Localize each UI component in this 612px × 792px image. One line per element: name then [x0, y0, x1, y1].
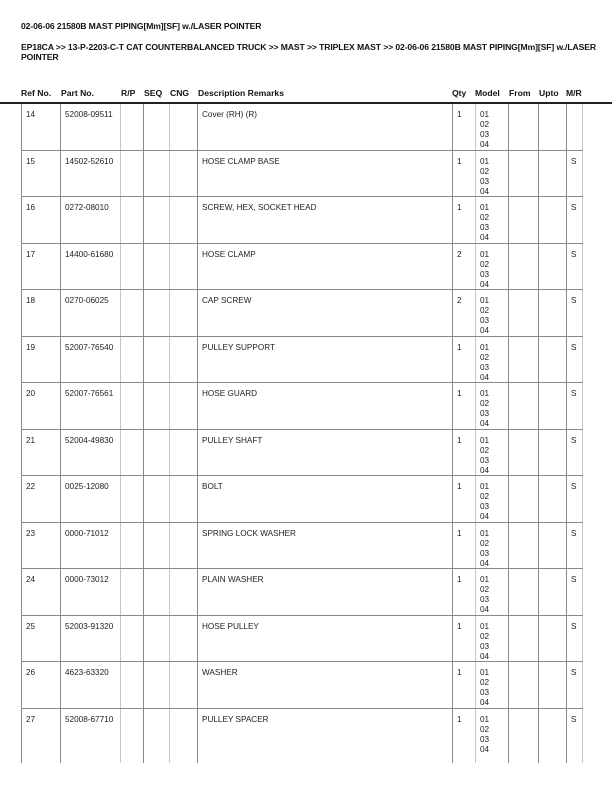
model-cell: [475, 709, 508, 763]
model-code: 03: [480, 223, 490, 232]
table-row: [21, 523, 583, 570]
rp-cell: [120, 290, 143, 336]
upto-cell: [538, 104, 566, 150]
part-no-cell: 52008-67710: [60, 709, 120, 763]
model-code: 03: [480, 316, 490, 325]
seq-cell: [143, 709, 169, 763]
rp-cell: [120, 383, 143, 429]
from-cell: [508, 151, 538, 197]
model-code: 03: [480, 362, 490, 372]
description-cell: HOSE CLAMP BASE: [197, 151, 452, 197]
model-code: 01: [480, 249, 490, 259]
model-cell: [475, 383, 508, 429]
model-code: 02: [480, 631, 490, 641]
mr-cell: S: [566, 244, 583, 290]
model-code: 01: [480, 435, 490, 445]
header-upto: Upto: [539, 88, 559, 98]
model-code: 02: [480, 538, 490, 548]
cng-cell: [169, 569, 197, 615]
table-row: [21, 569, 583, 616]
rp-cell: [120, 709, 143, 763]
model-code: 02: [480, 492, 490, 501]
qty-cell: 1: [452, 104, 475, 150]
cng-cell: [169, 290, 197, 336]
seq-cell: [143, 476, 169, 522]
model-code: 01: [480, 296, 490, 305]
model-code: 04: [480, 233, 490, 242]
model-code: 01: [480, 528, 490, 538]
model-code: 01: [480, 389, 490, 398]
model-code: 02: [480, 306, 490, 315]
model-cell: [475, 662, 508, 708]
model-cell: [475, 523, 508, 569]
qty-cell: 1: [452, 709, 475, 763]
description-cell: PULLEY SHAFT: [197, 430, 452, 476]
mr-cell: S: [566, 197, 583, 243]
mr-cell: S: [566, 383, 583, 429]
upto-cell: [538, 197, 566, 243]
breadcrumb: EP18CA >> 13-P-2203-C-T CAT COUNTERBALANCED TRUCK >> MAST >> TRIPLEX MAST >> 02-06-06 21580B MAST PIPING[Mm][SF] w./LASER POINTER: [21, 42, 596, 62]
header-cng: CNG: [170, 88, 190, 98]
model-code: 02: [480, 399, 490, 408]
description-cell: HOSE CLAMP: [197, 244, 452, 290]
model-code: 02: [480, 213, 490, 222]
table-row: [21, 244, 583, 291]
header-part-no: Part No.: [61, 88, 94, 98]
model-code: 04: [480, 465, 490, 475]
qty-cell: 2: [452, 244, 475, 290]
seq-cell: [143, 523, 169, 569]
seq-cell: [143, 569, 169, 615]
table-header: [0, 88, 612, 100]
part-no-cell: 0270-06025: [60, 290, 120, 336]
table-row: [21, 337, 583, 384]
cng-cell: [169, 709, 197, 763]
model-code: 03: [480, 548, 490, 558]
rp-cell: [120, 476, 143, 522]
header-mr: M/R: [566, 88, 582, 98]
cng-cell: [169, 430, 197, 476]
seq-cell: [143, 151, 169, 197]
part-no-cell: 0000-73012: [60, 569, 120, 615]
part-no-cell: 14400-61680: [60, 244, 120, 290]
model-code: 03: [480, 176, 490, 186]
model-code: 01: [480, 668, 490, 677]
mr-cell: S: [566, 337, 583, 383]
description-cell: Cover (RH) (R): [197, 104, 452, 150]
mr-cell: S: [566, 151, 583, 197]
model-cell: [475, 476, 508, 522]
part-no-cell: 52007-76561: [60, 383, 120, 429]
model-cell: [475, 104, 508, 150]
ref-no-cell: 27: [21, 709, 60, 763]
model-code: 01: [480, 482, 490, 491]
from-cell: [508, 430, 538, 476]
upto-cell: [538, 569, 566, 615]
upto-cell: [538, 523, 566, 569]
page-title: 02-06-06 21580B MAST PIPING[Mm][SF] w./LASER POINTER: [21, 21, 262, 31]
model-code: 02: [480, 724, 490, 734]
model-code: 04: [480, 605, 490, 614]
ref-no-cell: 16: [21, 197, 60, 243]
model-code: 04: [480, 512, 490, 521]
part-no-cell: 14502-52610: [60, 151, 120, 197]
rp-cell: [120, 569, 143, 615]
model-code: 03: [480, 130, 490, 139]
header-description: Description Remarks: [198, 88, 284, 98]
header-model: Model: [475, 88, 500, 98]
model-code: 03: [480, 269, 490, 279]
table-row: [21, 290, 583, 337]
mr-cell: S: [566, 290, 583, 336]
model-code: 01: [480, 110, 490, 119]
cng-cell: [169, 337, 197, 383]
part-no-cell: 0000-71012: [60, 523, 120, 569]
model-code: 01: [480, 575, 490, 584]
qty-cell: 1: [452, 383, 475, 429]
model-code: 02: [480, 120, 490, 129]
upto-cell: [538, 709, 566, 763]
part-no-cell: 4623-63320: [60, 662, 120, 708]
ref-no-cell: 18: [21, 290, 60, 336]
upto-cell: [538, 476, 566, 522]
seq-cell: [143, 662, 169, 708]
table-row: [21, 151, 583, 198]
rp-cell: [120, 616, 143, 662]
ref-no-cell: 25: [21, 616, 60, 662]
ref-no-cell: 19: [21, 337, 60, 383]
model-code: 01: [480, 203, 490, 212]
part-no-cell: 52007-76540: [60, 337, 120, 383]
model-code: 03: [480, 688, 490, 697]
header-from: From: [509, 88, 531, 98]
from-cell: [508, 290, 538, 336]
upto-cell: [538, 151, 566, 197]
rp-cell: [120, 104, 143, 150]
description-cell: PULLEY SPACER: [197, 709, 452, 763]
part-no-cell: 52003-91320: [60, 616, 120, 662]
rp-cell: [120, 197, 143, 243]
ref-no-cell: 22: [21, 476, 60, 522]
qty-cell: 1: [452, 337, 475, 383]
upto-cell: [538, 337, 566, 383]
upto-cell: [538, 430, 566, 476]
upto-cell: [538, 290, 566, 336]
model-cell: [475, 290, 508, 336]
mr-cell: [566, 104, 583, 150]
from-cell: [508, 662, 538, 708]
seq-cell: [143, 337, 169, 383]
model-cell: [475, 569, 508, 615]
model-code: 01: [480, 156, 490, 166]
rp-cell: [120, 523, 143, 569]
table-row: [21, 616, 583, 663]
part-no-cell: 52008-09511: [60, 104, 120, 150]
qty-cell: 1: [452, 616, 475, 662]
description-cell: PULLEY SUPPORT: [197, 337, 452, 383]
rp-cell: [120, 337, 143, 383]
ref-no-cell: 21: [21, 430, 60, 476]
table-row: [21, 104, 583, 151]
qty-cell: 1: [452, 197, 475, 243]
from-cell: [508, 476, 538, 522]
description-cell: SPRING LOCK WASHER: [197, 523, 452, 569]
from-cell: [508, 383, 538, 429]
upto-cell: [538, 616, 566, 662]
model-code: 02: [480, 678, 490, 687]
cng-cell: [169, 662, 197, 708]
from-cell: [508, 523, 538, 569]
cng-cell: [169, 104, 197, 150]
description-cell: PLAIN WASHER: [197, 569, 452, 615]
seq-cell: [143, 430, 169, 476]
model-cell: [475, 337, 508, 383]
table-row: [21, 709, 583, 763]
rp-cell: [120, 151, 143, 197]
cng-cell: [169, 244, 197, 290]
model-cell: [475, 197, 508, 243]
cng-cell: [169, 476, 197, 522]
upto-cell: [538, 662, 566, 708]
model-code: 04: [480, 326, 490, 335]
header-qty: Qty: [452, 88, 467, 98]
mr-cell: S: [566, 709, 583, 763]
model-cell: [475, 244, 508, 290]
mr-cell: S: [566, 430, 583, 476]
table-row: [21, 383, 583, 430]
table-row: [21, 476, 583, 523]
model-code: 01: [480, 342, 490, 352]
ref-no-cell: 17: [21, 244, 60, 290]
model-code: 04: [480, 651, 490, 661]
model-code: 04: [480, 744, 490, 754]
from-cell: [508, 197, 538, 243]
ref-no-cell: 20: [21, 383, 60, 429]
model-code: 02: [480, 445, 490, 455]
rp-cell: [120, 662, 143, 708]
mr-cell: S: [566, 476, 583, 522]
model-code: 04: [480, 372, 490, 382]
seq-cell: [143, 104, 169, 150]
from-cell: [508, 104, 538, 150]
model-code: 03: [480, 502, 490, 511]
part-no-cell: 0025-12080: [60, 476, 120, 522]
rp-cell: [120, 244, 143, 290]
mr-cell: S: [566, 569, 583, 615]
cng-cell: [169, 383, 197, 429]
ref-no-cell: 26: [21, 662, 60, 708]
model-code: 03: [480, 641, 490, 651]
seq-cell: [143, 244, 169, 290]
description-cell: SCREW, HEX, SOCKET HEAD: [197, 197, 452, 243]
cng-cell: [169, 197, 197, 243]
model-cell: [475, 616, 508, 662]
mr-cell: S: [566, 662, 583, 708]
model-code: 02: [480, 352, 490, 362]
seq-cell: [143, 616, 169, 662]
cng-cell: [169, 523, 197, 569]
qty-cell: 1: [452, 430, 475, 476]
mr-cell: S: [566, 523, 583, 569]
model-code: 01: [480, 621, 490, 631]
qty-cell: 1: [452, 523, 475, 569]
cng-cell: [169, 151, 197, 197]
table-row: [21, 197, 583, 244]
description-cell: HOSE GUARD: [197, 383, 452, 429]
qty-cell: 1: [452, 569, 475, 615]
ref-no-cell: 15: [21, 151, 60, 197]
mr-cell: S: [566, 616, 583, 662]
from-cell: [508, 569, 538, 615]
header-rp: R/P: [121, 88, 136, 98]
parts-table: [21, 104, 583, 763]
model-code: 03: [480, 455, 490, 465]
table-row: [21, 662, 583, 709]
model-cell: [475, 151, 508, 197]
model-code: 03: [480, 409, 490, 418]
qty-cell: 1: [452, 151, 475, 197]
seq-cell: [143, 197, 169, 243]
model-code: 04: [480, 419, 490, 428]
model-code: 02: [480, 585, 490, 594]
model-code: 03: [480, 734, 490, 744]
qty-cell: 1: [452, 662, 475, 708]
description-cell: CAP SCREW: [197, 290, 452, 336]
model-code: 02: [480, 166, 490, 176]
qty-cell: 2: [452, 290, 475, 336]
rp-cell: [120, 430, 143, 476]
upto-cell: [538, 244, 566, 290]
seq-cell: [143, 383, 169, 429]
model-code: 04: [480, 186, 490, 196]
model-code: 02: [480, 259, 490, 269]
model-code: 01: [480, 714, 490, 724]
part-no-cell: 0272-08010: [60, 197, 120, 243]
description-cell: HOSE PULLEY: [197, 616, 452, 662]
model-code: 04: [480, 558, 490, 568]
ref-no-cell: 14: [21, 104, 60, 150]
model-code: 04: [480, 140, 490, 149]
model-code: 04: [480, 698, 490, 707]
seq-cell: [143, 290, 169, 336]
from-cell: [508, 244, 538, 290]
ref-no-cell: 23: [21, 523, 60, 569]
from-cell: [508, 337, 538, 383]
model-cell: [475, 430, 508, 476]
part-no-cell: 52004-49830: [60, 430, 120, 476]
model-code: 03: [480, 595, 490, 604]
from-cell: [508, 616, 538, 662]
header-ref-no: Ref No.: [21, 88, 52, 98]
model-code: 04: [480, 279, 490, 289]
description-cell: BOLT: [197, 476, 452, 522]
table-row: [21, 430, 583, 477]
upto-cell: [538, 383, 566, 429]
ref-no-cell: 24: [21, 569, 60, 615]
description-cell: WASHER: [197, 662, 452, 708]
header-seq: SEQ: [144, 88, 163, 98]
qty-cell: 1: [452, 476, 475, 522]
from-cell: [508, 709, 538, 763]
cng-cell: [169, 616, 197, 662]
